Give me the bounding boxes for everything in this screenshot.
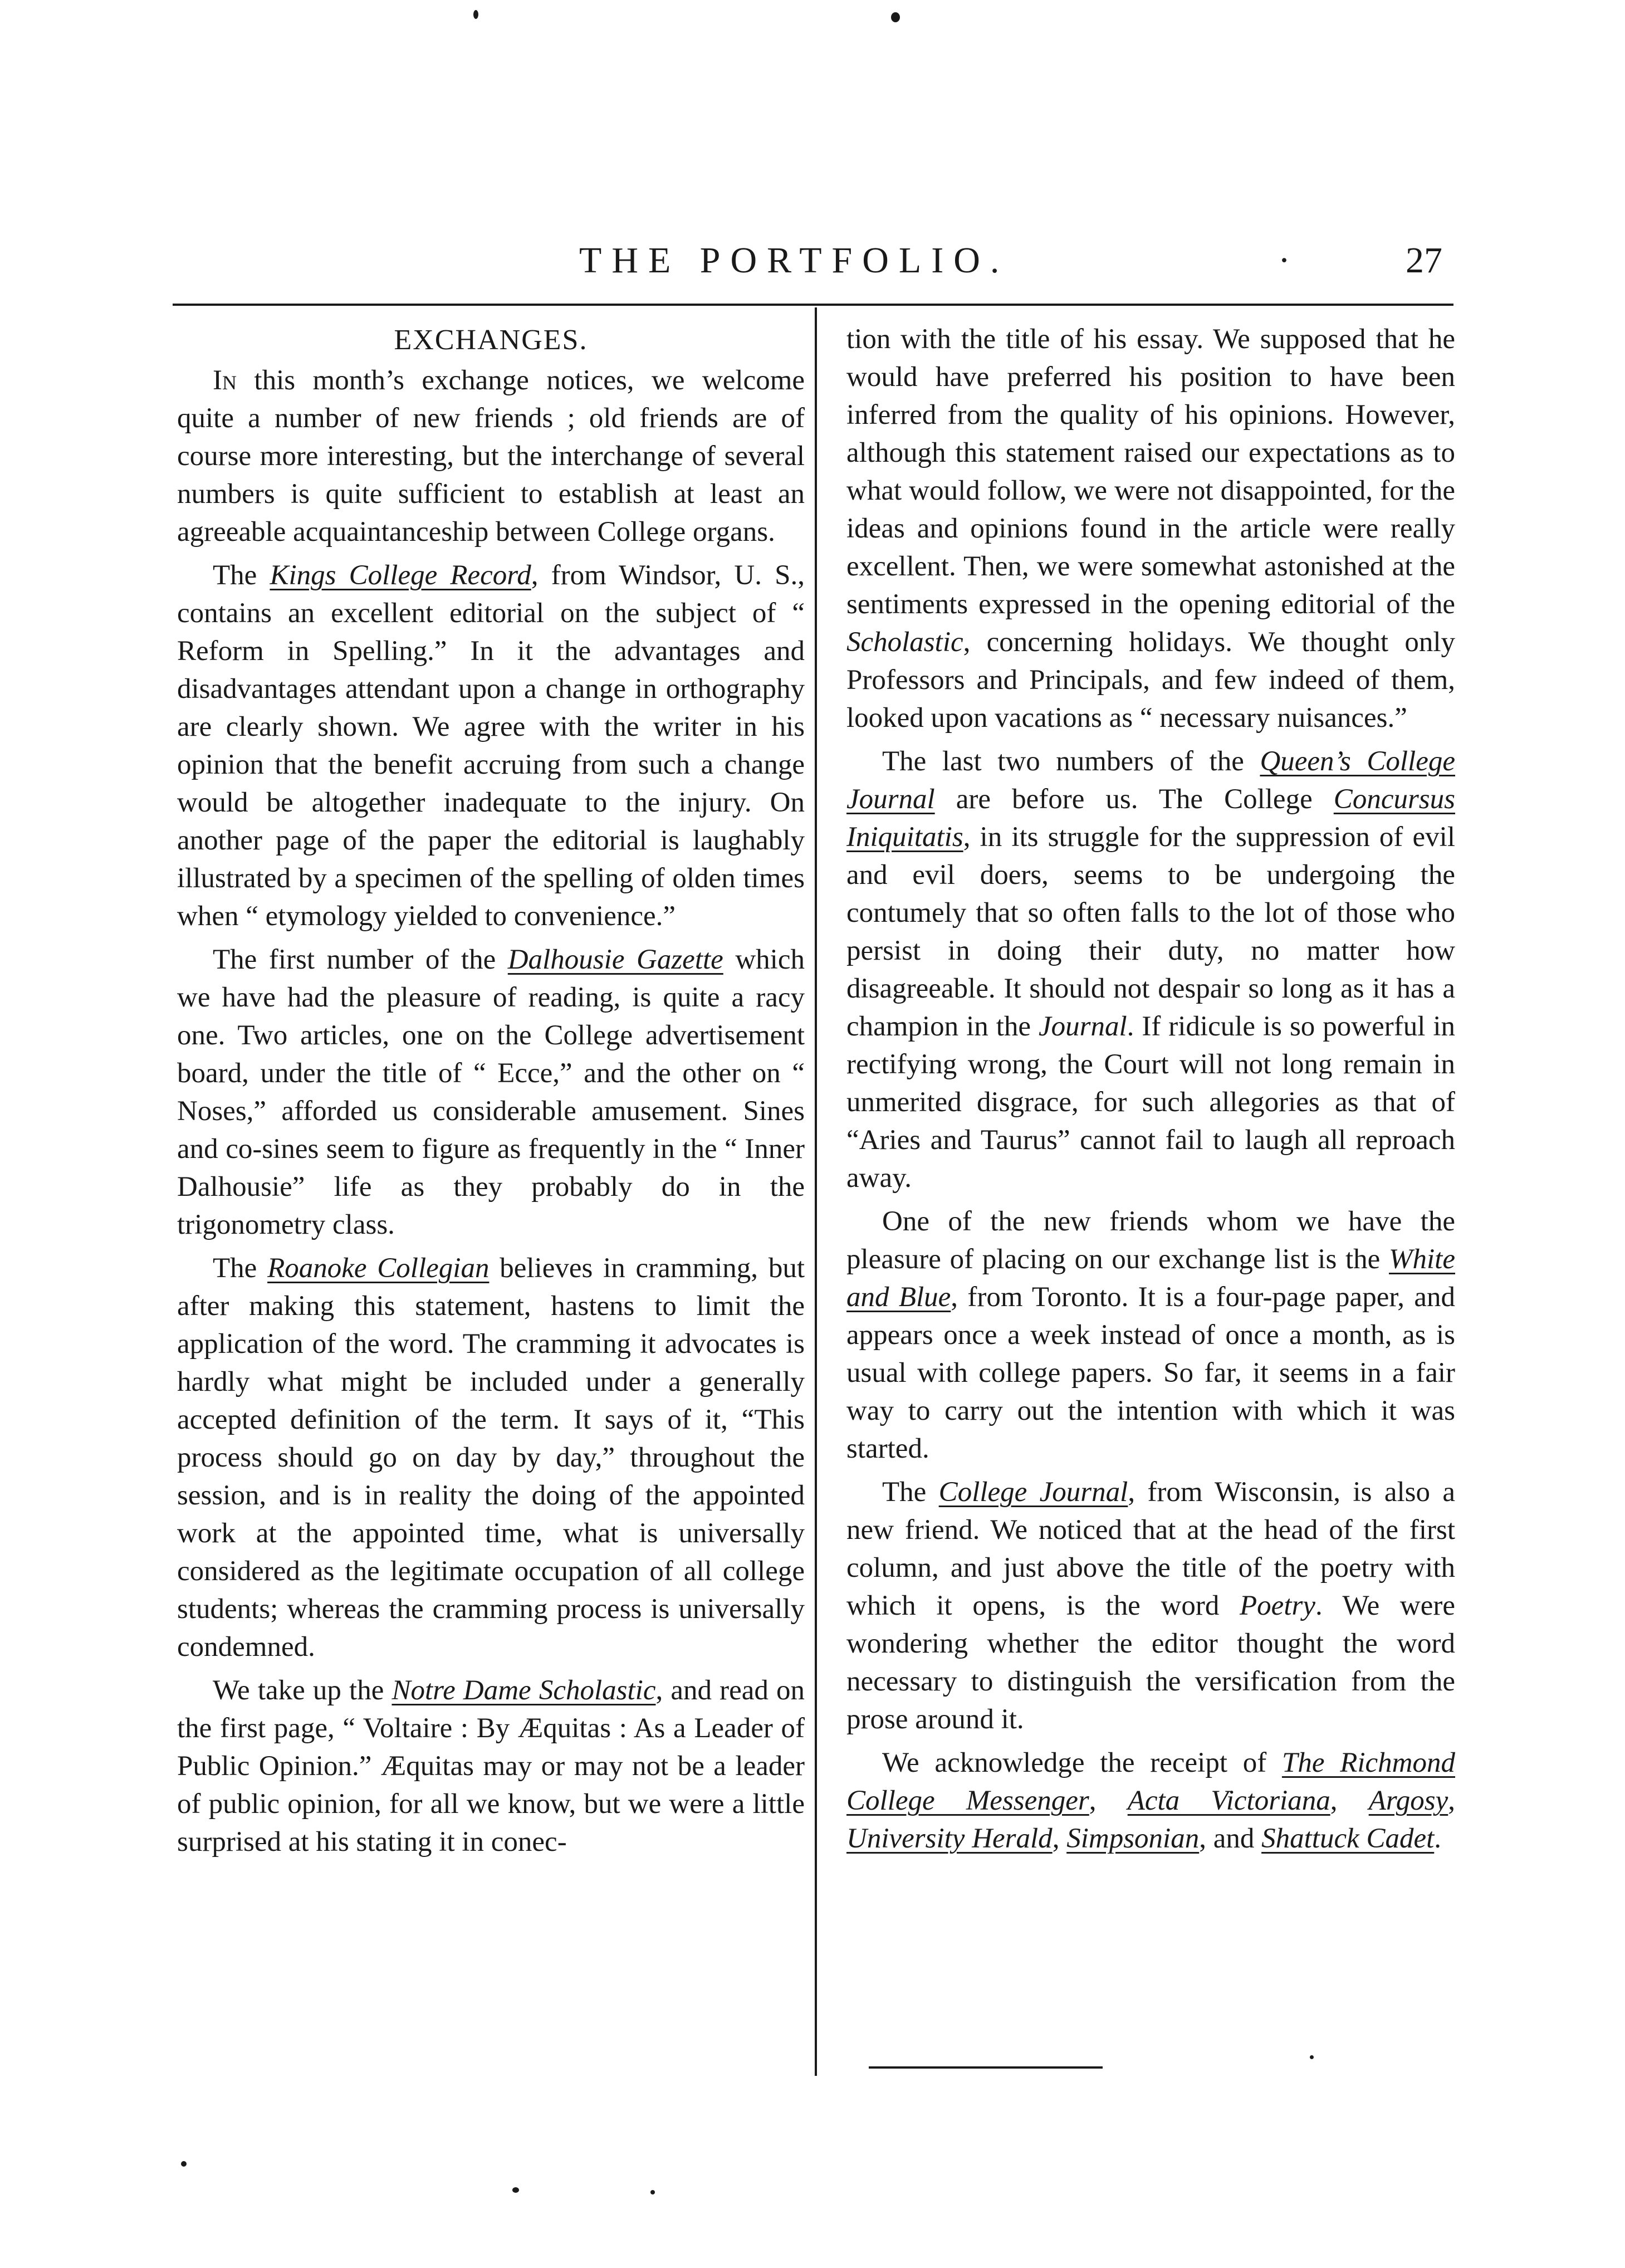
- separator: , and: [1199, 1823, 1262, 1854]
- publication-title: Argosy: [1368, 1785, 1448, 1816]
- paragraph-text: this month’s exchange notices, we welcome quite a number of new friends ; old friends are of course more interesting, but the interchange of several numbers is quite sufficient to establish at least an agreeable acquaintanceship between College organs.: [177, 365, 805, 548]
- paragraph-continued: [846, 320, 1455, 737]
- paragraph-queens-college-journal: [846, 742, 1455, 1197]
- print-speck: [512, 2187, 519, 2193]
- publication-title: Kings College Record: [270, 560, 531, 591]
- paragraph-text: tion with the title of his essay. We supposed that he would have preferred his position to have been inferred from the quality of his opinions. However, although this statement raised our expectations as to what would follow, we were not disappointed, for the ideas and opinions found in the article were really excellent. Then, we were somewhat astonished at the sentiments expressed in the opening editorial of the: [846, 324, 1455, 620]
- paragraph-text: , in its struggle for the suppression of evil and evil doers, seems to be undergoing the contumely that so often falls to the lot of those who persist in doing their duty, no matter how disagreeable. It should not despair so long as it has a champion in the: [846, 822, 1455, 1042]
- paragraph-text: , from Windsor, U. S., contains an excellent editorial on the subject of “ Reform in Spelling.” In it the advantages and disadvantages attendant upon a change in orthography are clearly shown. We agree with the writer in his opinion that the benefit accruing from such a change would be altogether inadequate to the injury. On another page of the paper the editorial is laughably illustrated by a specimen of the spelling of olden times when “ etymology yielded to convenience.”: [177, 560, 805, 932]
- header-dot: ·: [1278, 240, 1290, 281]
- publication-title: Scholastic: [846, 627, 963, 658]
- print-speck: [891, 12, 900, 22]
- print-speck: [473, 10, 478, 19]
- closing-rule: [869, 2066, 1103, 2069]
- paragraph-text: We take up the: [213, 1675, 392, 1706]
- print-speck: [650, 2190, 655, 2194]
- paragraph-acknowledgements: [846, 1744, 1455, 1858]
- section-heading: EXCHANGES.: [394, 324, 588, 356]
- paragraph-text: , from Toronto. It is a four-page paper, and appears once a week instead of once a month, as is usual with college papers. So far, it seems in a fair way to carry out the intention with which it was started.: [846, 1282, 1455, 1464]
- publication-title: Queen’s College Journal: [846, 746, 1455, 815]
- publication-title: Shattuck Cadet: [1261, 1823, 1435, 1854]
- paragraph-text: which we have had the pleasure of reading, is quite a racy one. Two articles, one on the College advertisement board, under the title of “ Ecce,” and the other on “ Noses,” afforded us considerable amusement. Sines and co-sines seem to figure as frequently in the “ Inner Dalhousie” life as they probably do in the trigonometry class.: [177, 944, 805, 1240]
- paragraph-text: believes in cramming, but after making this statement, hastens to limit the application of the word. The cramming it advocates is hardly what might be included under a generally accepted definition of the term. It says of it, “This process should go on day by day,” throughout the session, and is in reality the doing of the appointed work at the appointed time, what is universally considered as the legitimate occupation of all college students; whereas the cramming process is universally condemned.: [177, 1253, 805, 1663]
- separator: ,: [1330, 1785, 1369, 1816]
- paragraph-text: , and read on the first page, “ Voltaire : By Æquitas : As a Leader of Public Opinion.” Æquitas may or may not be a leader of public opinion, for all we know, but we were a little surprised at his stating it in conec-: [177, 1675, 805, 1858]
- paragraph-text: The: [213, 560, 270, 591]
- publication-title: Acta Victoriana: [1127, 1785, 1330, 1816]
- paragraph-text: , from Wisconsin, is also a new friend. We noticed that at the head of the first column, and just above the title of the poetry with which it opens, is the word: [846, 1477, 1455, 1621]
- paragraph-text: One of the new friends whom we have the pleasure of placing on our exchange list is the: [846, 1206, 1455, 1275]
- separator: ,: [1052, 1823, 1067, 1854]
- paragraph-text: , concerning holidays. We thought only Professors and Principals, and few indeed of them, looked upon vacations as “ necessary nuisances.”: [846, 627, 1455, 734]
- publication-title: College Journal: [938, 1477, 1128, 1508]
- column-divider: [815, 307, 817, 2076]
- paragraph-text: The: [213, 1253, 268, 1284]
- lead-word: In: [213, 365, 237, 396]
- publication-title: The Richmond College Messenger: [846, 1747, 1455, 1816]
- paragraph-college-journal: [846, 1473, 1455, 1738]
- paragraph-dalhousie-gazette: [177, 941, 805, 1244]
- paragraph-text: The last two numbers of the: [882, 746, 1260, 777]
- publication-title: Concursus Iniquitatis: [846, 784, 1455, 853]
- paragraph-white-and-blue: [846, 1203, 1455, 1468]
- separator: .: [1434, 1823, 1442, 1854]
- paragraph-intro: [177, 361, 805, 551]
- right-column: [846, 320, 1455, 1863]
- paragraph-text: . We were wondering whether the editor thought the word necessary to distinguish the versification from the prose around it.: [846, 1590, 1455, 1735]
- separator: ,: [1089, 1785, 1128, 1816]
- publication-title: University Herald: [846, 1823, 1053, 1854]
- paragraph-text: The first number of the: [213, 944, 508, 975]
- publication-title: Notre Dame Scholastic: [391, 1675, 656, 1706]
- running-title: THE PORTFOLIO.: [579, 240, 1010, 281]
- header-rule: [173, 304, 1453, 306]
- publication-title: Dalhousie Gazette: [507, 944, 723, 975]
- page-header: [167, 239, 1459, 301]
- print-speck: [181, 2161, 187, 2167]
- separator: ,: [1448, 1785, 1456, 1816]
- paragraph-text: . If ridicule is so powerful in rectifying wrong, the Court will not long remain in unmerited disgrace, for such allegories as that of “Aries and Taurus” cannot fail to laugh all reproach away.: [846, 1011, 1455, 1194]
- emphasized-word: Poetry: [1240, 1590, 1315, 1621]
- publication-title: White and Blue: [846, 1244, 1455, 1313]
- print-speck: [1310, 2055, 1314, 2059]
- paragraph-roanoke-collegian: [177, 1249, 805, 1666]
- paragraph-kings-college-record: [177, 556, 805, 935]
- paragraph-text: are before us. The College: [934, 784, 1334, 815]
- paragraph-notre-dame-scholastic: [177, 1671, 805, 1861]
- publication-title: Journal: [1038, 1011, 1127, 1042]
- page-number: 27: [1406, 240, 1442, 281]
- paragraph-text: The: [882, 1477, 939, 1508]
- publication-title: Simpsonian: [1066, 1823, 1200, 1854]
- publication-title: Roanoke Collegian: [267, 1253, 490, 1284]
- left-column: [177, 320, 805, 1866]
- paragraph-text: We acknowledge the receipt of: [882, 1747, 1282, 1778]
